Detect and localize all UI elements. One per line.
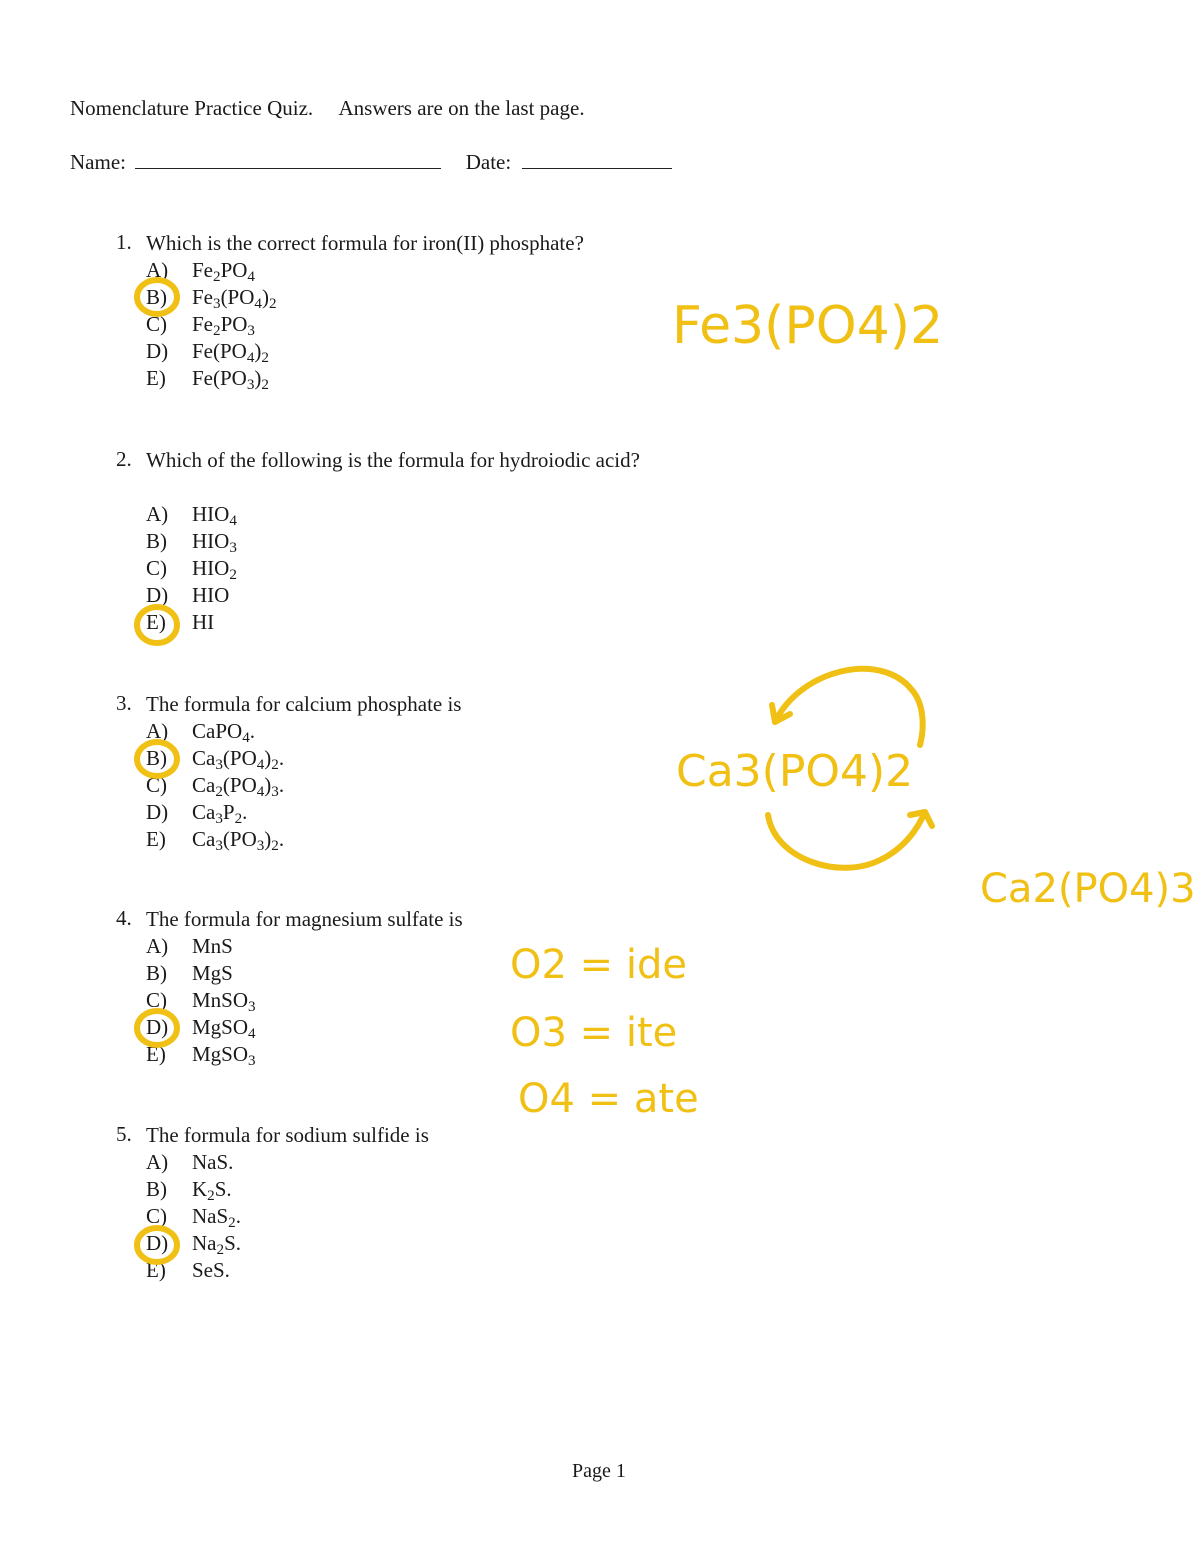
name-blank[interactable] xyxy=(135,150,441,169)
choice-letter: B) xyxy=(146,961,167,985)
choice-formula: SeS. xyxy=(192,1258,230,1282)
choice-formula: $Fe(PO_4)_2$ xyxy=(192,339,269,366)
choice-letter: A) xyxy=(146,719,169,743)
choice-formula: MnSO$_3$ xyxy=(192,988,256,1015)
question-text: The formula for magnesium sulfate is xyxy=(146,907,463,931)
date-label: Date: xyxy=(465,150,512,174)
answer-choice[interactable] xyxy=(146,718,255,745)
choice-letter: A) xyxy=(146,934,169,958)
question-number: 4. xyxy=(116,906,132,930)
choice-letter: D) xyxy=(146,1015,169,1039)
choice-letter: E) xyxy=(146,610,166,634)
question-number: 2. xyxy=(116,447,132,471)
answer-choice[interactable] xyxy=(146,772,284,799)
choice-formula: $Ca_3(PO_4)_2$. xyxy=(192,746,285,773)
answer-choice[interactable] xyxy=(146,284,277,311)
quiz-title: Nomenclature Practice Quiz. xyxy=(70,96,314,120)
name-date-row xyxy=(70,150,672,175)
date-blank[interactable] xyxy=(522,150,672,169)
answer-choice[interactable] xyxy=(146,1203,241,1230)
choice-letter: B) xyxy=(146,529,167,553)
answer-choice[interactable] xyxy=(146,365,269,392)
choice-formula: $Ca_2(PO_4)_3$. xyxy=(192,773,285,800)
handwritten-suffix-ate: O4 = ate xyxy=(518,1076,699,1122)
choice-formula: $K_2S$. xyxy=(192,1177,232,1204)
choice-formula: $Fe_2PO_3$ xyxy=(192,312,255,339)
handwritten-suffix-ide: O2 = ide xyxy=(510,942,687,988)
choice-letter: B) xyxy=(146,285,167,309)
choice-formula: $Na_2S$. xyxy=(192,1231,241,1258)
choice-letter: E) xyxy=(146,1258,166,1282)
handwritten-suffix-ite: O3 = ite xyxy=(510,1010,678,1056)
choice-letter: D) xyxy=(146,339,169,363)
choice-letter: E) xyxy=(146,366,166,390)
answer-choice[interactable] xyxy=(146,826,284,853)
answer-choice[interactable] xyxy=(146,1230,241,1257)
swap-arrow-bottom xyxy=(768,812,925,868)
answer-choice[interactable] xyxy=(146,257,255,284)
choice-formula: $Ca_3(PO_3)_2$. xyxy=(192,827,285,854)
choice-letter: A) xyxy=(146,502,169,526)
answer-choice[interactable] xyxy=(146,555,237,582)
answer-choice[interactable] xyxy=(146,1149,233,1176)
choice-formula: $Fe_3(PO_4)_2$ xyxy=(192,285,277,312)
choice-letter: A) xyxy=(146,1150,169,1174)
handwritten-ca-formula: Ca3(PO4)2 xyxy=(676,746,914,797)
answer-choice[interactable] xyxy=(146,987,256,1014)
question-number: 5. xyxy=(116,1122,132,1146)
answer-choice[interactable] xyxy=(146,528,237,555)
answer-choice[interactable] xyxy=(146,745,284,772)
choice-formula: $HIO_2$ xyxy=(192,556,237,583)
question-text: Which of the following is the formula for hydroiodic acid? xyxy=(146,448,640,472)
answer-choice[interactable] xyxy=(146,1041,256,1068)
answer-choice[interactable] xyxy=(146,1257,230,1284)
answer-choice[interactable] xyxy=(146,799,247,826)
question-text: The formula for sodium sulfide is xyxy=(146,1123,429,1147)
answer-choice[interactable] xyxy=(146,1176,232,1203)
answer-choice[interactable] xyxy=(146,609,214,636)
choice-formula: HI xyxy=(192,610,215,634)
page-number: Page 1 xyxy=(572,1460,626,1482)
choice-formula: HIO xyxy=(192,583,230,607)
answer-choice[interactable] xyxy=(146,933,233,960)
question-text: The formula for calcium phosphate is xyxy=(146,692,462,716)
answer-choice[interactable] xyxy=(146,582,229,609)
handwritten-fe-formula: Fe3(PO4)2 xyxy=(672,296,944,356)
choice-letter: C) xyxy=(146,556,167,580)
choice-formula: MgSO$_4$ xyxy=(192,1015,256,1042)
answer-choice[interactable] xyxy=(146,501,237,528)
choice-letter: B) xyxy=(146,1177,167,1201)
choice-formula: $Fe_2PO_4$ xyxy=(192,258,255,285)
answer-choice[interactable] xyxy=(146,338,269,365)
choice-letter: C) xyxy=(146,312,167,336)
swap-arrow-bottom-head xyxy=(910,812,932,826)
choice-formula: $HIO_3$ xyxy=(192,529,237,556)
choice-letter: D) xyxy=(146,1231,169,1255)
choice-formula: NaS$_2$. xyxy=(192,1204,241,1231)
choice-formula: $Fe(PO_3)_2$ xyxy=(192,366,269,393)
choice-letter: D) xyxy=(146,800,169,824)
choice-formula: NaS. xyxy=(192,1150,234,1174)
choice-letter: B) xyxy=(146,746,167,770)
choice-formula: $Ca_3P_2$. xyxy=(192,800,248,827)
choice-formula: $HIO_4$ xyxy=(192,502,237,529)
name-label: Name: xyxy=(70,150,126,174)
swap-arrow-top xyxy=(775,669,923,745)
answer-choice[interactable] xyxy=(146,960,233,987)
question-number: 3. xyxy=(116,691,132,715)
answer-choice[interactable] xyxy=(146,1014,256,1041)
quiz-title-line xyxy=(70,96,585,121)
answers-note: Answers are on the last page. xyxy=(338,96,585,120)
choice-letter: C) xyxy=(146,1204,167,1228)
choice-letter: C) xyxy=(146,773,167,797)
answer-choice[interactable] xyxy=(146,311,255,338)
choice-formula: MnS xyxy=(192,934,233,958)
choice-letter: C) xyxy=(146,988,167,1012)
swap-arrow-top-head xyxy=(772,705,790,722)
choice-letter: E) xyxy=(146,1042,166,1066)
choice-formula: CaPO$_4$. xyxy=(192,719,255,746)
question-text: Which is the correct formula for iron(II) phosphate? xyxy=(146,231,584,255)
choice-formula: MgS xyxy=(192,961,233,985)
choice-letter: E) xyxy=(146,827,166,851)
handwritten-ca-swapped-formula: Ca2(PO4)3 xyxy=(980,866,1196,912)
choice-letter: D) xyxy=(146,583,169,607)
choice-formula: MgSO$_3$ xyxy=(192,1042,256,1069)
question-number: 1. xyxy=(116,230,132,254)
choice-letter: A) xyxy=(146,258,169,282)
